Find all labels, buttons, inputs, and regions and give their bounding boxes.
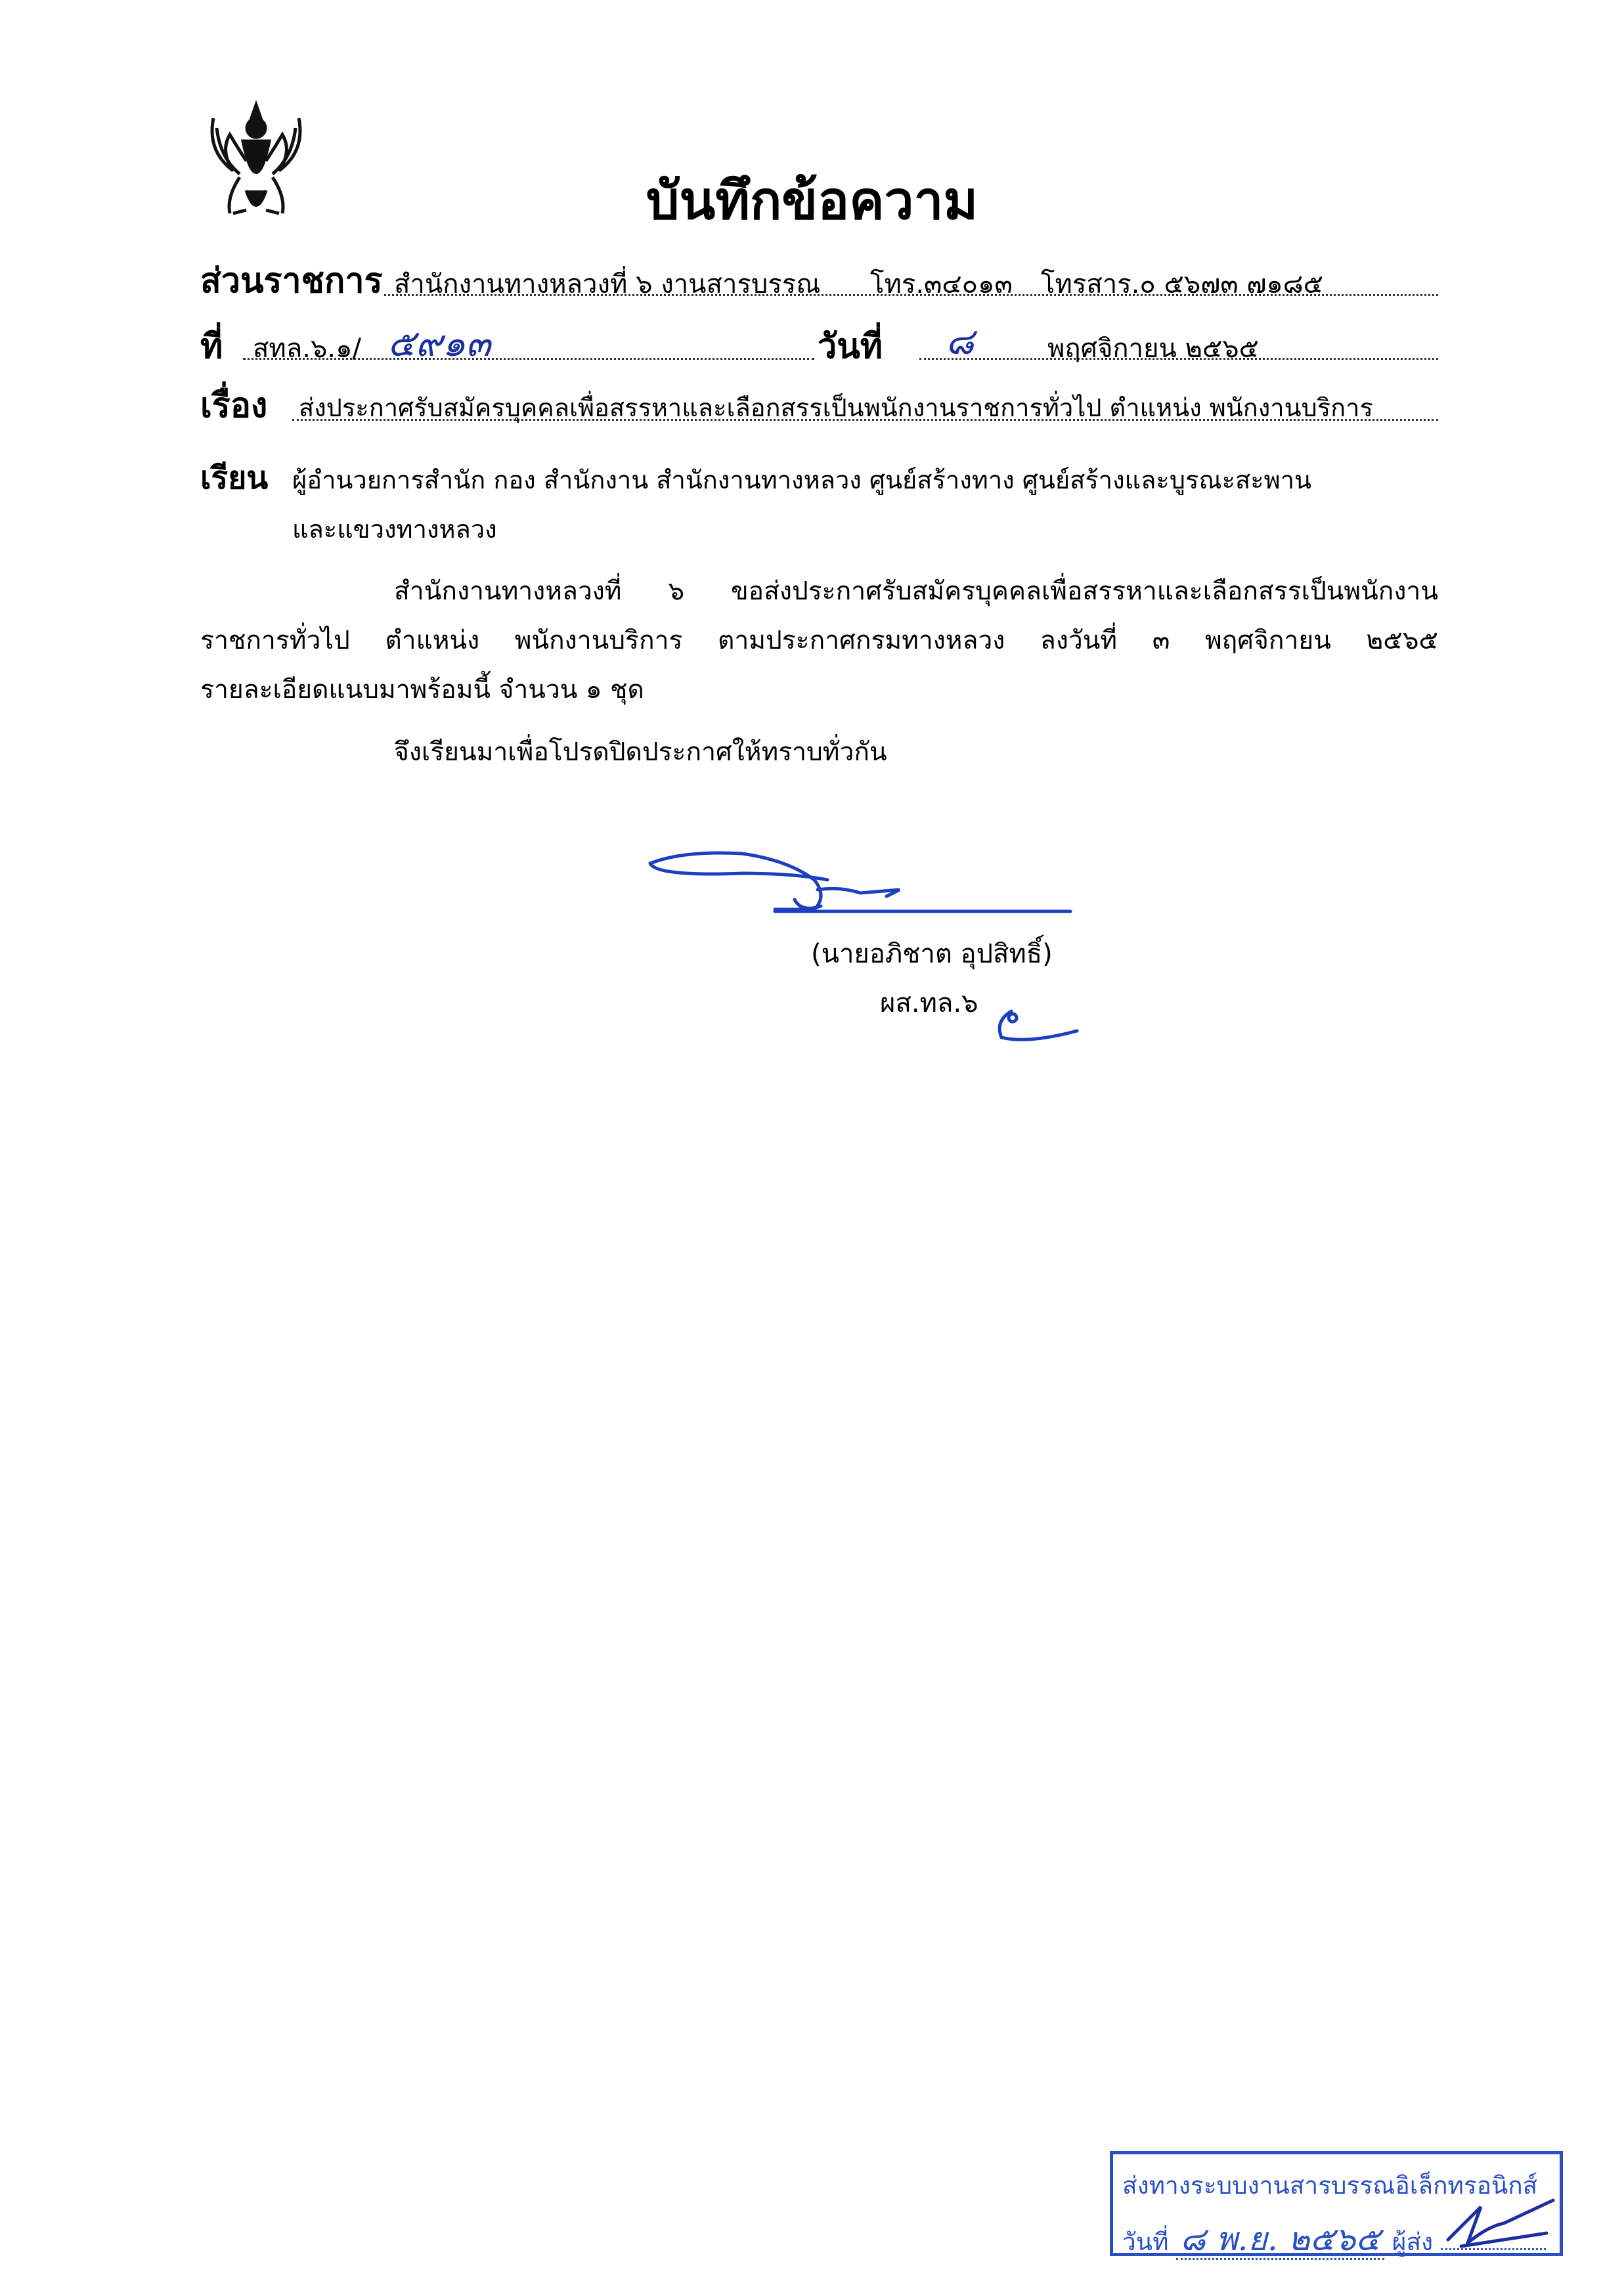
ref-label: ที่ <box>200 327 223 366</box>
date-label: วันที่ <box>818 327 883 366</box>
signature-handwritten <box>644 834 1077 932</box>
signatory-name: (นายอภิชาต อุปสิทธิ์) <box>811 939 1053 969</box>
body-paragraph-2: จึงเรียนมาเพื่อโปรดปิดประกาศให้ทราบทั่วกัน <box>394 737 887 767</box>
agency-tel: โทร.๓๔๐๑๓ <box>870 269 1013 299</box>
ref-value: สทล.๖.๑/ <box>253 334 361 364</box>
subject-value: ส่งประกาศรับสมัครบุคคลเพื่อสรรหาและเลือกสรรเป็นพนักงานราชการทั่วไป ตำแหน่ง พนักงานบริการ <box>299 393 1373 422</box>
subject-label: เรื่อง <box>200 386 268 425</box>
date-value: พฤศจิกายน ๒๕๖๕ <box>1047 334 1259 364</box>
agency-value: สำนักงานทางหลวงที่ ๖ งานสารบรรณ <box>394 269 821 299</box>
stamp-heading: ส่งทางระบบงานสารบรรณอิเล็กทรอนิกส์ <box>1122 2171 1538 2200</box>
body-paragraph-1-line-3: รายละเอียดแนบมาพร้อมนี้ จำนวน ๑ ชุด <box>200 675 644 705</box>
stamp-date-prefix: วันที่ <box>1122 2228 1169 2256</box>
ref-number-handwritten: ๕๙๑๓ <box>387 322 491 365</box>
to-line1: ผู้อำนวยการสำนัก กอง สำนักงาน สำนักงานทางหลวง ศูนย์สร้างทาง ศูนย์สร้างและบูรณะสะพาน <box>292 466 1312 494</box>
agency-fax: โทรสาร.๐ ๕๖๗๓ ๗๑๘๕ <box>1041 269 1323 299</box>
stamp-sender-label: ผู้ส่ง <box>1392 2228 1434 2256</box>
stamp-sender-signature <box>1441 2194 1560 2253</box>
to-label: เรียน <box>200 460 269 496</box>
electronic-delivery-stamp <box>1110 2151 1563 2256</box>
to-line2: และแขวงทางหลวง <box>292 515 497 544</box>
agency-label: ส่วนราชการ <box>200 261 383 301</box>
date-day-handwritten: ๘ <box>946 320 975 363</box>
signatory-position: ผส.ทล.๖ <box>880 988 978 1018</box>
stamp-date-handwritten: ๘ พ.ย. ๒๕๖๕ <box>1176 2220 1384 2260</box>
body-paragraph-1-line-1: สำนักงานทางหลวงที่ ๖ ขอส่งประกาศรับสมัครบุคคลเพื่อสรรหาและเลือกสรรเป็นพนักงาน <box>394 577 1438 606</box>
body-paragraph-1-line-2: ราชการทั่วไป ตำแหน่ง พนักงานบริการ ตามประกาศกรมทางหลวง ลงวันที่ ๓ พฤศจิกายน ๒๕๖๕ <box>200 626 1438 655</box>
initial-handwritten <box>988 998 1080 1047</box>
page-title: บันทึกข้อความ <box>646 170 978 231</box>
